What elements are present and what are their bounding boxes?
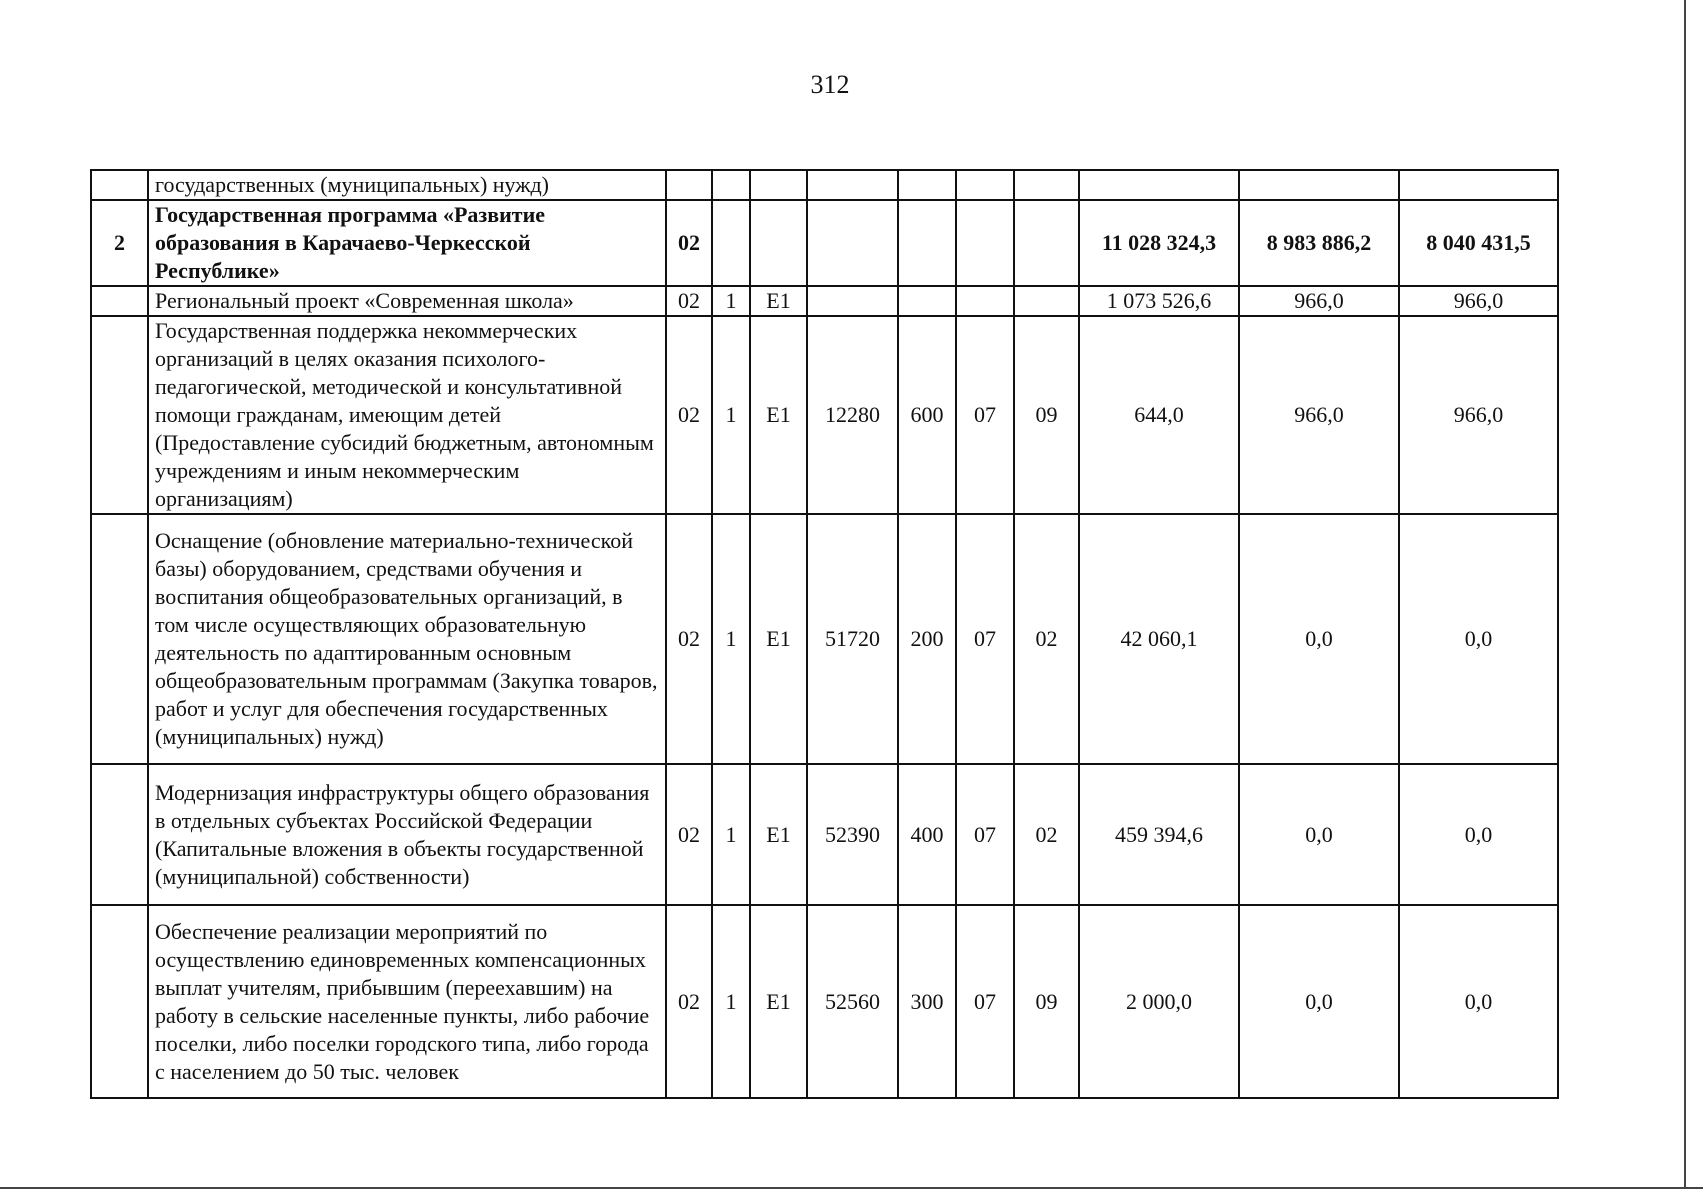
subsection-code: 09: [1014, 905, 1079, 1098]
amount-year-3: 966,0: [1399, 316, 1558, 514]
row-name: Региональный проект «Современная школа»: [148, 286, 666, 316]
amount-year-3: 0,0: [1399, 514, 1558, 764]
table-row: [91, 905, 1558, 1098]
row-name: Государственная поддержка некоммерческих организаций в целях оказания психолого-педагогической, методической и консультативной помощи гражданам, имеющим детей (Предоставление субсидий бюджетным, автономным учреждениям и иным некоммерческим организациям): [148, 316, 666, 514]
amount-year-1: 42 060,1: [1079, 514, 1239, 764]
subprogram-code: 1: [712, 316, 750, 514]
amount-year-3: 966,0: [1399, 286, 1558, 316]
project-code: [750, 170, 807, 200]
amount-year-1: 644,0: [1079, 316, 1239, 514]
scan-border-right: [1684, 0, 1686, 1188]
row-number: [91, 764, 148, 905]
direction-code: [807, 170, 898, 200]
table-row: [91, 316, 1558, 514]
program-code: 02: [666, 286, 712, 316]
expense-type-code: 200: [898, 514, 956, 764]
amount-year-1: 1 073 526,6: [1079, 286, 1239, 316]
project-code: E1: [750, 316, 807, 514]
project-code: [750, 200, 807, 286]
amount-year-3: 0,0: [1399, 905, 1558, 1098]
subsection-code: [1014, 286, 1079, 316]
subprogram-code: 1: [712, 764, 750, 905]
direction-code: 51720: [807, 514, 898, 764]
project-code: E1: [750, 286, 807, 316]
program-code: [666, 170, 712, 200]
amount-year-3: 0,0: [1399, 764, 1558, 905]
project-code: E1: [750, 764, 807, 905]
amount-year-2: 0,0: [1239, 514, 1399, 764]
amount-year-1: 11 028 324,3: [1079, 200, 1239, 286]
subsection-code: 09: [1014, 316, 1079, 514]
section-code: 07: [956, 316, 1014, 514]
program-code: 02: [666, 905, 712, 1098]
table-row: [91, 200, 1558, 286]
row-name: Государственная программа «Развитие образования в Карачаево-Черкесской Республике»: [148, 200, 666, 286]
program-code: 02: [666, 514, 712, 764]
amount-year-3: [1399, 170, 1558, 200]
section-code: [956, 200, 1014, 286]
row-number: [91, 170, 148, 200]
amount-year-1: 2 000,0: [1079, 905, 1239, 1098]
direction-code: 12280: [807, 316, 898, 514]
row-number: [91, 905, 148, 1098]
program-code: 02: [666, 200, 712, 286]
section-code: 07: [956, 764, 1014, 905]
project-code: E1: [750, 905, 807, 1098]
table-row: [91, 170, 1558, 200]
row-name: Модернизация инфраструктуры общего образования в отдельных субъектах Российской Федерации (Капитальные вложения в объекты государственной (муниципальной) собственности): [148, 764, 666, 905]
row-number: [91, 316, 148, 514]
amount-year-2: 0,0: [1239, 905, 1399, 1098]
project-code: E1: [750, 514, 807, 764]
section-code: [956, 170, 1014, 200]
section-code: [956, 286, 1014, 316]
row-number: 2: [91, 200, 148, 286]
expense-type-code: 300: [898, 905, 956, 1098]
amount-year-1: [1079, 170, 1239, 200]
table-row: [91, 286, 1558, 316]
amount-year-2: 966,0: [1239, 286, 1399, 316]
amount-year-2: 966,0: [1239, 316, 1399, 514]
program-code: 02: [666, 316, 712, 514]
expense-type-code: 400: [898, 764, 956, 905]
expense-type-code: [898, 170, 956, 200]
row-name: Обеспечение реализации мероприятий по осуществлению единовременных компенсационных выплат учителям, прибывшим (переехавшим) на работу в сельские населенные пункты, либо рабочие поселки, либо поселки городского типа, либо города с населением до 50 тыс. человек: [148, 905, 666, 1098]
subprogram-code: 1: [712, 286, 750, 316]
row-number: [91, 286, 148, 316]
amount-year-3: 8 040 431,5: [1399, 200, 1558, 286]
amount-year-2: [1239, 170, 1399, 200]
expense-type-code: 600: [898, 316, 956, 514]
subprogram-code: [712, 170, 750, 200]
row-number: [91, 514, 148, 764]
amount-year-2: 8 983 886,2: [1239, 200, 1399, 286]
table-row: [91, 764, 1558, 905]
table-row: [91, 514, 1558, 764]
expense-type-code: [898, 286, 956, 316]
subsection-code: [1014, 200, 1079, 286]
page-number: 312: [810, 70, 850, 99]
section-code: 07: [956, 905, 1014, 1098]
amount-year-1: 459 394,6: [1079, 764, 1239, 905]
subsection-code: 02: [1014, 514, 1079, 764]
subsection-code: 02: [1014, 764, 1079, 905]
subsection-code: [1014, 170, 1079, 200]
row-name: государственных (муниципальных) нужд): [148, 170, 666, 200]
subprogram-code: 1: [712, 514, 750, 764]
subprogram-code: [712, 200, 750, 286]
direction-code: [807, 200, 898, 286]
direction-code: 52390: [807, 764, 898, 905]
amount-year-2: 0,0: [1239, 764, 1399, 905]
section-code: 07: [956, 514, 1014, 764]
budget-table: [90, 169, 1559, 1099]
scan-border-bottom: [0, 1187, 1703, 1189]
direction-code: [807, 286, 898, 316]
program-code: 02: [666, 764, 712, 905]
row-name: Оснащение (обновление материально-технической базы) оборудованием, средствами обучения и воспитания общеобразовательных организаций, в том числе осуществляющих образовательную деятельность по адаптированным основным общеобразовательным программам (Закупка товаров, работ и услуг для обеспечения государственных (муниципальных) нужд): [148, 514, 666, 764]
direction-code: 52560: [807, 905, 898, 1098]
expense-type-code: [898, 200, 956, 286]
subprogram-code: 1: [712, 905, 750, 1098]
